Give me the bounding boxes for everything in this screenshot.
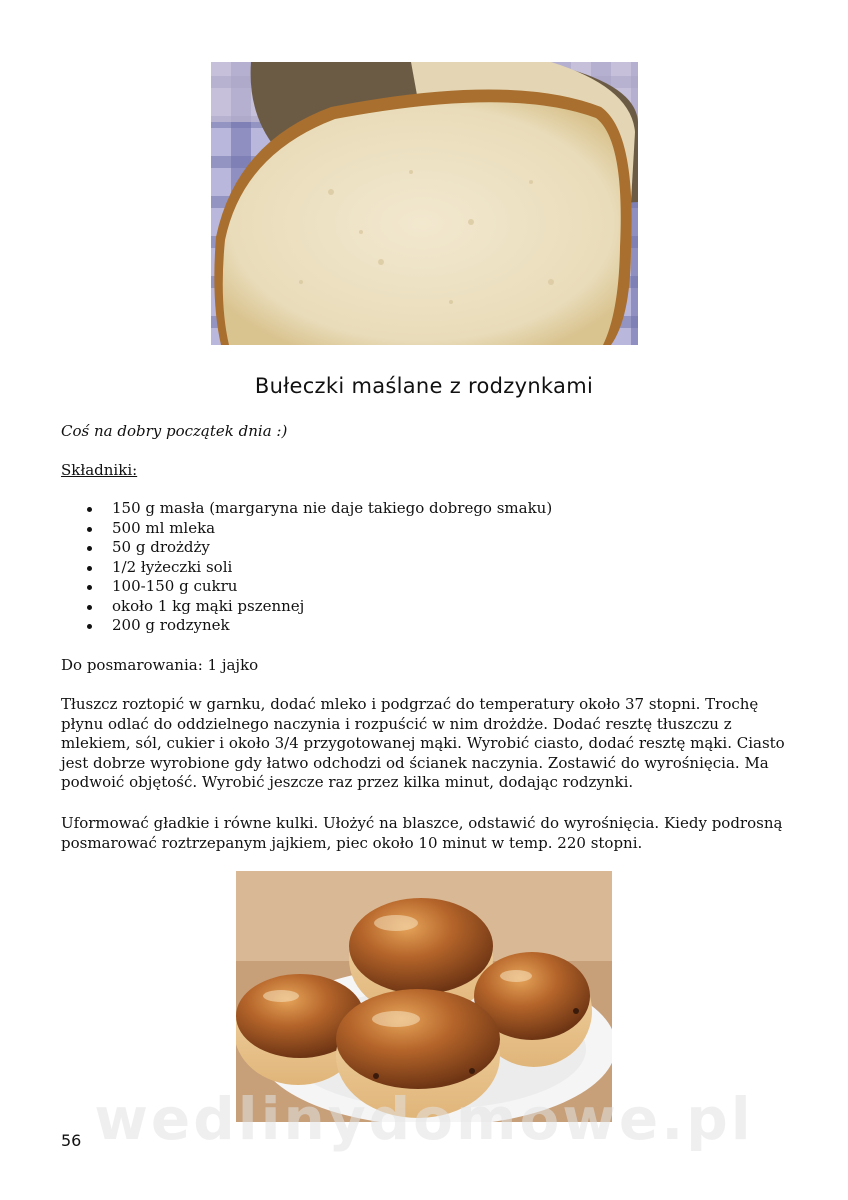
ingredient-item: 50 g drożdży	[112, 538, 552, 558]
page-number: 56	[61, 1131, 82, 1150]
ingredients-list	[61, 499, 552, 636]
recipe-subtitle: Coś na dobry początek dnia :)	[61, 422, 288, 440]
ingredient-item: około 1 kg mąki pszennej	[112, 597, 552, 617]
bread-photo	[211, 62, 638, 345]
ingredients-heading: Składniki:	[61, 461, 138, 479]
ingredient-item: 150 g masła (margaryna nie daje takiego dobrego smaku)	[112, 499, 553, 517]
ingredient-item: 200 g rodzynek	[112, 616, 552, 636]
method-paragraph-1: Tłuszcz roztopić w garnku, dodać mleko i podgrzać do temperatury około 37 stopni. Trochę płynu odlać do oddzielnego naczynia i rozpuścić w nim drożdże. Dodać resztę tłuszczu z mlekiem, sól, cukier i około 3/4 przygotowanej mąki. Wyrobić ciasto, dodać resztę mąki. Ciasto jest dobrze wyrobione gdy łatwo odchodzi od ścianek naczynia. Zostawić do wyrośnięcia. Ma podwoić objętość. Wyrobić jeszcze raz przez kilka minut, dodając rodzynki.	[61, 695, 785, 791]
ingredient-item: 100-150 g cukru	[112, 577, 552, 597]
glaze-note: Do posmarowania: 1 jajko	[61, 656, 259, 674]
ingredient-item: 1/2 łyżeczki soli	[112, 558, 552, 578]
method-paragraph-2: Uformować gładkie i równe kulki. Ułożyć na blaszce, odstawić do wyrośnięcia. Kiedy podrosną posmarować roztrzepanym jajkiem, piec około 10 minut w temp. 220 stopni.	[61, 814, 783, 852]
ingredient-item: 500 ml mleka	[112, 519, 552, 539]
watermark: wedlinydomowe.pl	[94, 1085, 754, 1153]
recipe-title: Bułeczki maślane z rodzynkami	[254, 374, 594, 398]
